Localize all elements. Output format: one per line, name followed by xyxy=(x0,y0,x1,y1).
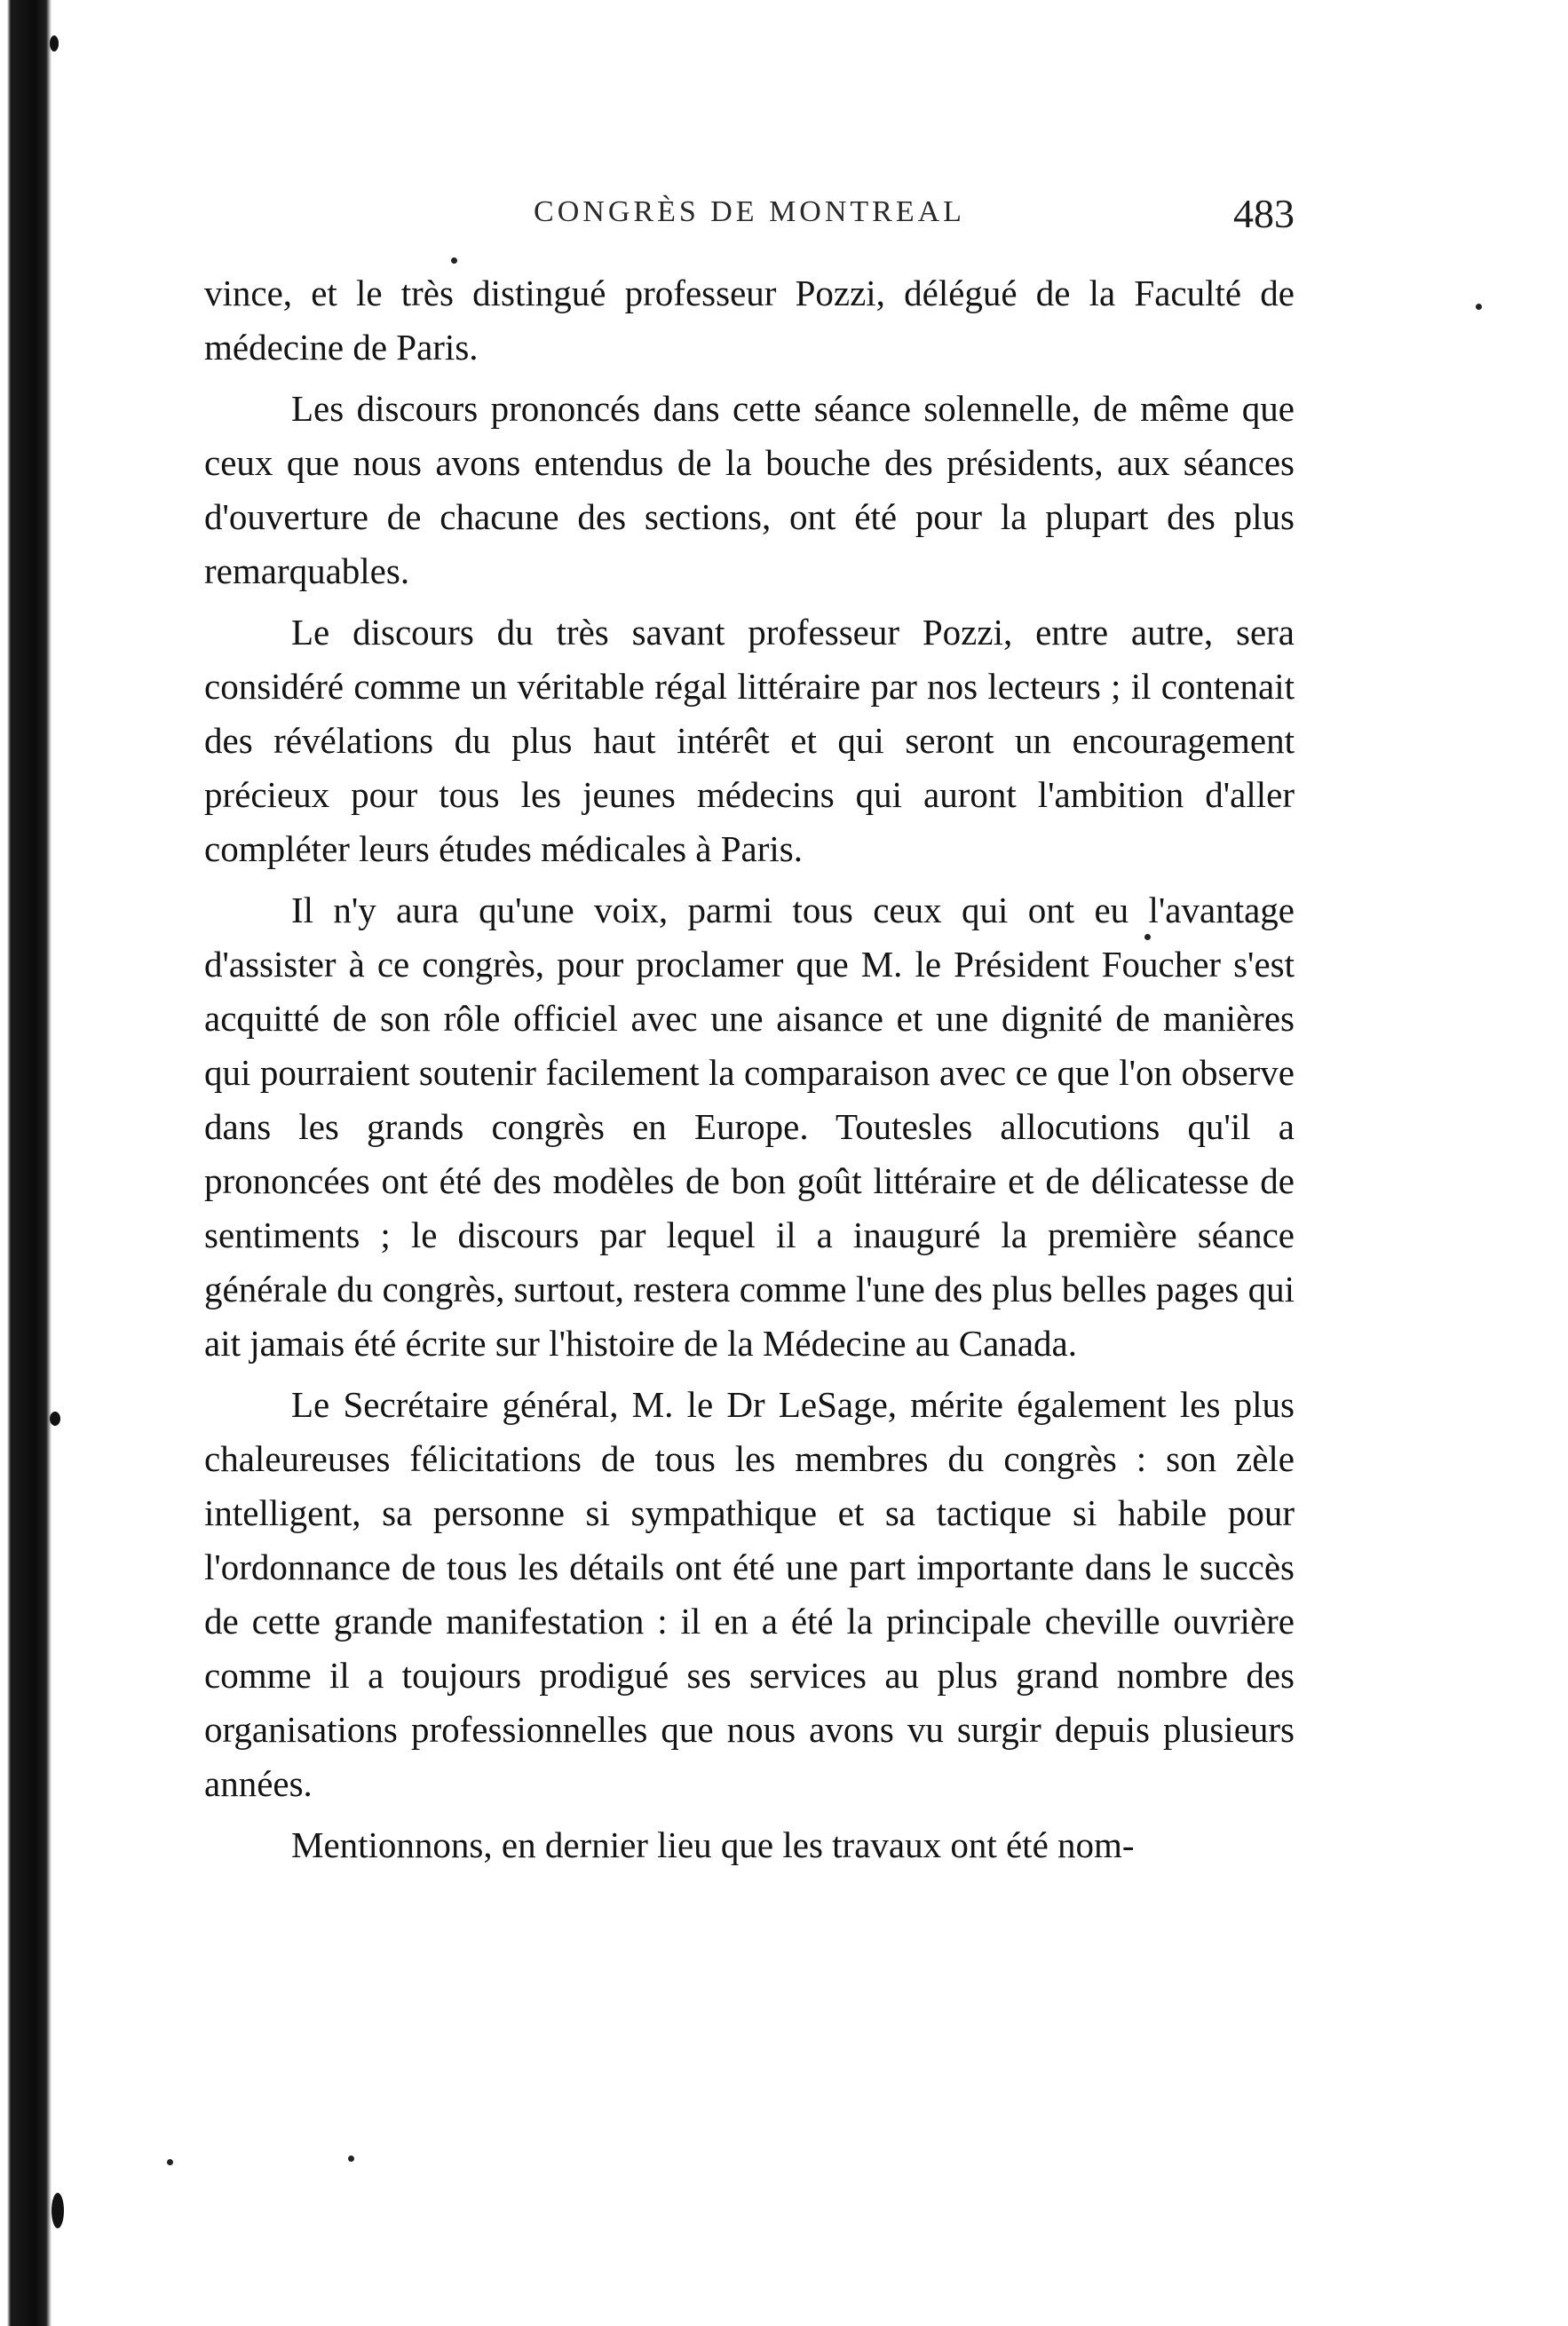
page-number: 483 xyxy=(1233,191,1295,236)
stray-mark xyxy=(451,257,457,264)
stray-mark xyxy=(348,2156,354,2162)
body-text xyxy=(204,266,1295,1879)
paragraph: Mentionnons, en dernier lieu que les travaux ont été nom- xyxy=(291,1824,1135,1865)
binding-speck xyxy=(50,36,59,51)
paragraph: Le Secrétaire général, M. le Dr LeSage, mérite également les plus chaleureuses félicitations de tous les membres du congrès : son zèle intelligent, sa personne si sympathique et sa tactique si habile pour l'ordonnance de tous les détails ont été une part importante dans le succès de cette grande manifestation : il en a été la principale cheville ouvrière comme il a toujours prodigué ses services au plus grand nombre des organisations professionnelles que nous avons vu surgir depuis plusieurs années. xyxy=(204,1384,1295,1804)
page-binding-edge xyxy=(0,0,51,2326)
binding-speck xyxy=(50,1412,60,1426)
stray-mark xyxy=(167,2159,173,2165)
stray-mark xyxy=(1476,304,1482,310)
running-title: CONGRÈS DE MONTREAL xyxy=(534,195,965,228)
paragraph: Le discours du très savant professeur Pozzi, entre autre, sera considéré comme un véritable régal littéraire par nos lecteurs ; il contenait des révélations du plus haut intérêt et qui seront un encouragement précieux pour tous les jeunes médecins qui auront l'ambition d'aller compléter leurs études médicales à Paris. xyxy=(204,612,1295,869)
paragraph: Il n'y aura qu'une voix, parmi tous ceux qui ont eu l'avantage d'assister à ce congrès, pour proclamer que M. le Président Foucher s'est acquitté de son rôle officiel avec une aisance et une dignité de manières qui pourraient soutenir facilement la comparaison avec ce que l'on observe dans les grands congrès en Europe. Toutesles allocutions qu'il a prononcées ont été des modèles de bon goût littéraire et de délicatesse de sentiments ; le discours par lequel il a inauguré la première séance générale du congrès, surtout, restera comme l'une des plus belles pages qui ait jamais été écrite sur l'histoire de la Médecine au Canada. xyxy=(204,890,1295,1364)
paragraph: vince, et le très distingué professeur Pozzi, délégué de la Faculté de médecine de Paris. xyxy=(204,273,1295,368)
paragraph: Les discours prononcés dans cette séance solennelle, de même que ceux que nous avons entendus de la bouche des présidents, aux séances d'ouverture de chacune des sections, ont été pour la plupart des plus remarquables. xyxy=(204,388,1295,591)
binding-speck xyxy=(51,2193,64,2228)
running-head xyxy=(204,190,1295,240)
